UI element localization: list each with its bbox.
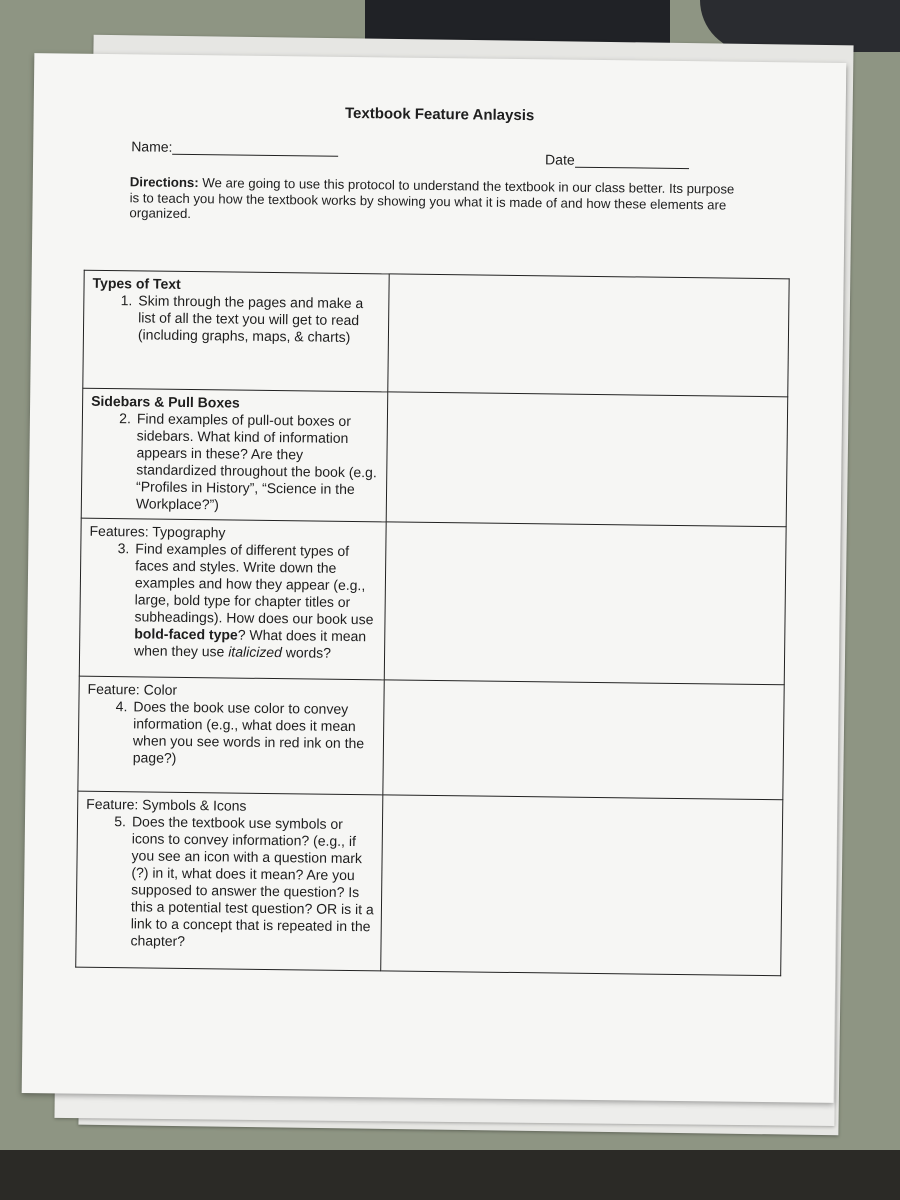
question-number: 2. <box>119 410 132 427</box>
date-field[interactable] <box>545 151 689 169</box>
question-text: Does the textbook use symbols or icons to convey information? (e.g., if you see an icon with a question mark (?) in it, what does it mean? Are you supposed to answer the question? Is this a potential test question? OR is it a link to a concept that is repeated in the chapter? <box>130 813 374 949</box>
question-item <box>90 410 381 516</box>
answer-cell[interactable] <box>386 392 788 527</box>
answer-cell[interactable] <box>388 274 789 397</box>
question-item <box>92 292 383 347</box>
question-text: Does the book use color to convey information (e.g., what does it mean when you see words in red ink on the page?) <box>132 698 365 766</box>
table-row <box>76 791 783 976</box>
name-label: Name: <box>131 138 173 155</box>
table-row <box>79 518 786 685</box>
desk-edge <box>0 1150 900 1200</box>
directions-paragraph <box>129 174 735 228</box>
question-item <box>84 813 376 953</box>
question-cell <box>78 676 384 795</box>
directions-text: We are going to use this protocol to understand the textbook in our class better. Its purpose is to teach you how the textbook works by showing you what it is made of and how these elements are organized. <box>129 175 735 222</box>
question-text: Find examples of pull-out boxes or sidebars. What kind of information appears in these? Are they standardized throughout the book (e.g. “Profiles in History”, “Science in the Workplace?”) <box>135 410 377 513</box>
question-cell <box>81 388 388 522</box>
date-blank-line[interactable] <box>575 152 689 169</box>
section-heading: Types of Text <box>92 274 181 292</box>
question-text-part: Find examples of different types of faces and styles. Write down the examples and how they appear (e.g., large, bold type for chapter titles or subheadings). How does our book use <box>134 540 374 628</box>
table-row <box>81 388 788 527</box>
section-heading: Features: Typography <box>89 522 226 541</box>
question-number: 5. <box>114 813 127 830</box>
worksheet-page <box>22 53 847 1103</box>
directions-label: Directions: <box>129 174 199 191</box>
name-field[interactable] <box>131 138 338 157</box>
question-cell <box>76 791 383 971</box>
feature-analysis-table <box>75 270 789 977</box>
question-number: 4. <box>115 698 128 715</box>
section-heading: Sidebars & Pull Boxes <box>91 392 240 411</box>
question-item <box>88 540 379 663</box>
date-label: Date <box>545 151 575 168</box>
bold-phrase: bold-faced type <box>134 625 238 643</box>
table-row <box>83 270 789 397</box>
table-row <box>78 676 784 800</box>
question-number: 3. <box>117 540 130 557</box>
question-cell <box>79 518 386 680</box>
italic-word: italicized <box>228 643 283 661</box>
question-text-part: ? What does it mean when they use <box>133 626 367 660</box>
section-heading: Feature: Symbols & Icons <box>86 795 247 814</box>
question-item <box>87 698 378 770</box>
answer-cell[interactable] <box>381 795 783 976</box>
question-text <box>134 540 379 662</box>
answer-cell[interactable] <box>384 522 786 685</box>
question-number: 1. <box>120 292 133 309</box>
question-cell <box>83 270 389 392</box>
answer-cell[interactable] <box>383 680 784 800</box>
worksheet-title: Textbook Feature Anlaysis <box>344 104 535 125</box>
question-text: Skim through the pages and make a list of all the text you will get to read (including graphs, maps, & charts) <box>137 292 364 345</box>
question-text-part: words? <box>281 644 332 661</box>
section-heading: Feature: Color <box>87 680 178 698</box>
name-blank-line[interactable] <box>172 139 338 157</box>
